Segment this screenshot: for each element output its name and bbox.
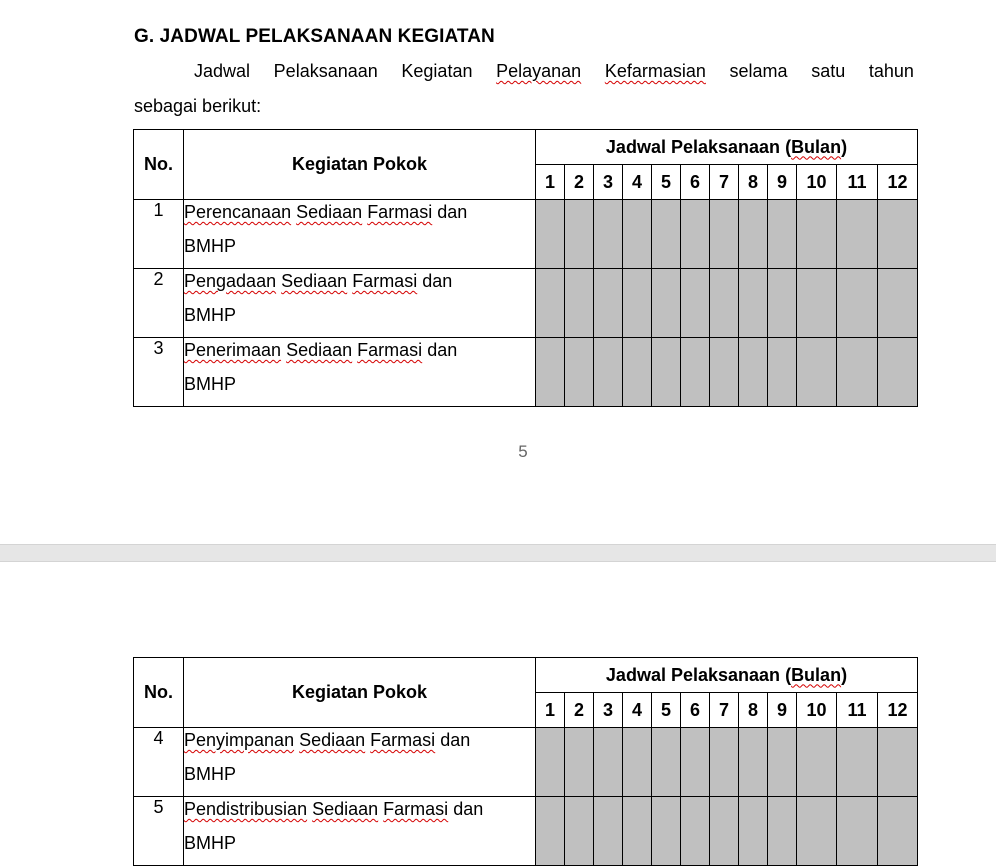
month-cell xyxy=(878,200,918,269)
page-number: 5 xyxy=(518,442,528,461)
month-cell xyxy=(768,269,797,338)
header-month: 10 xyxy=(797,165,837,200)
header-kegiatan-pokok: Kegiatan Pokok xyxy=(184,130,536,200)
month-cell xyxy=(768,338,797,407)
month-cell xyxy=(797,797,837,866)
month-cell xyxy=(878,269,918,338)
header-kegiatan-pokok: Kegiatan Pokok xyxy=(184,658,536,728)
month-cell xyxy=(652,797,681,866)
month-cell xyxy=(739,338,768,407)
header-month: 1 xyxy=(536,165,565,200)
month-cell xyxy=(565,269,594,338)
month-cell xyxy=(681,797,710,866)
month-cell xyxy=(739,269,768,338)
header-month: 10 xyxy=(797,693,837,728)
page-separator xyxy=(0,544,996,562)
table-row xyxy=(134,200,918,269)
header-jadwal-pelaksanaan: Jadwal Pelaksanaan (Bulan) xyxy=(536,658,918,693)
month-cell xyxy=(837,797,878,866)
row-kegiatan xyxy=(184,200,536,269)
month-cell xyxy=(623,797,652,866)
schedule-table-continued xyxy=(133,657,918,866)
month-cell xyxy=(710,728,739,797)
table-row xyxy=(134,269,918,338)
header-month: 12 xyxy=(878,693,918,728)
month-cell xyxy=(536,200,565,269)
month-cell xyxy=(837,269,878,338)
row-number: 4 xyxy=(134,728,184,797)
month-cell xyxy=(837,728,878,797)
month-cell xyxy=(652,728,681,797)
month-cell xyxy=(797,269,837,338)
month-cell xyxy=(594,338,623,407)
row-kegiatan xyxy=(184,728,536,797)
month-cell xyxy=(768,797,797,866)
header-jadwal-pelaksanaan: Jadwal Pelaksanaan (Bulan) xyxy=(536,130,918,165)
month-cell xyxy=(768,200,797,269)
month-cell xyxy=(623,728,652,797)
header-month: 8 xyxy=(739,693,768,728)
header-month: 2 xyxy=(565,165,594,200)
month-cell xyxy=(594,200,623,269)
header-month: 4 xyxy=(623,693,652,728)
month-cell xyxy=(878,338,918,407)
row-kegiatan xyxy=(184,269,536,338)
intro-paragraph-line-1: Jadwal Pelaksanaan Kegiatan Pelayanan Kefarmasian selama satu tahun xyxy=(194,61,914,81)
month-cell xyxy=(837,338,878,407)
header-month: 2 xyxy=(565,693,594,728)
month-cell xyxy=(739,797,768,866)
row-number: 3 xyxy=(134,338,184,407)
section-heading: G. JADWAL PELAKSANAAN KEGIATAN xyxy=(134,26,495,47)
header-month: 3 xyxy=(594,693,623,728)
header-month: 8 xyxy=(739,165,768,200)
month-cell xyxy=(594,728,623,797)
month-cell xyxy=(768,728,797,797)
month-cell xyxy=(536,269,565,338)
schedule-table xyxy=(133,129,918,407)
kegiatan-text-line-1: Perencanaan Sediaan Farmasi dan xyxy=(184,202,468,222)
row-number: 2 xyxy=(134,269,184,338)
month-cell xyxy=(710,200,739,269)
header-month: 6 xyxy=(681,165,710,200)
month-cell xyxy=(536,338,565,407)
row-kegiatan xyxy=(184,797,536,866)
header-month: 7 xyxy=(710,165,739,200)
month-cell xyxy=(710,338,739,407)
month-cell xyxy=(652,269,681,338)
header-month: 11 xyxy=(837,165,878,200)
row-number: 1 xyxy=(134,200,184,269)
month-cell xyxy=(837,200,878,269)
month-cell xyxy=(594,797,623,866)
month-cell xyxy=(681,269,710,338)
table-row xyxy=(134,338,918,407)
header-month: 12 xyxy=(878,165,918,200)
kegiatan-text-line-2: BMHP xyxy=(184,305,237,325)
intro-paragraph-line-2: sebagai berikut: xyxy=(134,96,262,116)
month-cell xyxy=(565,200,594,269)
month-cell xyxy=(652,338,681,407)
month-cell xyxy=(710,269,739,338)
header-month: 4 xyxy=(623,165,652,200)
header-month: 1 xyxy=(536,693,565,728)
month-cell xyxy=(797,338,837,407)
table-row xyxy=(134,797,918,866)
header-month: 7 xyxy=(710,693,739,728)
kegiatan-text-line-1: Penyimpanan Sediaan Farmasi dan xyxy=(184,730,471,750)
kegiatan-text-line-1: Pengadaan Sediaan Farmasi dan xyxy=(184,271,453,291)
header-month: 11 xyxy=(837,693,878,728)
month-cell xyxy=(681,338,710,407)
month-cell xyxy=(878,728,918,797)
kegiatan-text-line-2: BMHP xyxy=(184,833,237,853)
month-cell xyxy=(797,200,837,269)
header-month: 9 xyxy=(768,165,797,200)
header-month: 5 xyxy=(652,165,681,200)
month-cell xyxy=(623,269,652,338)
row-number: 5 xyxy=(134,797,184,866)
month-cell xyxy=(565,338,594,407)
month-cell xyxy=(565,728,594,797)
month-cell xyxy=(536,728,565,797)
header-month: 5 xyxy=(652,693,681,728)
header-month: 6 xyxy=(681,693,710,728)
header-no: No. xyxy=(134,130,184,200)
month-cell xyxy=(681,200,710,269)
document-page-2 xyxy=(0,562,996,853)
month-cell xyxy=(594,269,623,338)
month-cell xyxy=(623,338,652,407)
kegiatan-text-line-2: BMHP xyxy=(184,236,237,256)
month-cell xyxy=(681,728,710,797)
kegiatan-text-line-2: BMHP xyxy=(184,374,237,394)
kegiatan-text-line-1: Pendistribusian Sediaan Farmasi dan xyxy=(184,799,484,819)
month-cell xyxy=(878,797,918,866)
kegiatan-text-line-1: Penerimaan Sediaan Farmasi dan xyxy=(184,340,458,360)
header-month: 3 xyxy=(594,165,623,200)
month-cell xyxy=(652,200,681,269)
header-month: 9 xyxy=(768,693,797,728)
table-row xyxy=(134,728,918,797)
row-kegiatan xyxy=(184,338,536,407)
kegiatan-text-line-2: BMHP xyxy=(184,764,237,784)
month-cell xyxy=(739,728,768,797)
month-cell xyxy=(797,728,837,797)
header-no: No. xyxy=(134,658,184,728)
month-cell xyxy=(565,797,594,866)
month-cell xyxy=(536,797,565,866)
month-cell xyxy=(710,797,739,866)
month-cell xyxy=(623,200,652,269)
month-cell xyxy=(739,200,768,269)
